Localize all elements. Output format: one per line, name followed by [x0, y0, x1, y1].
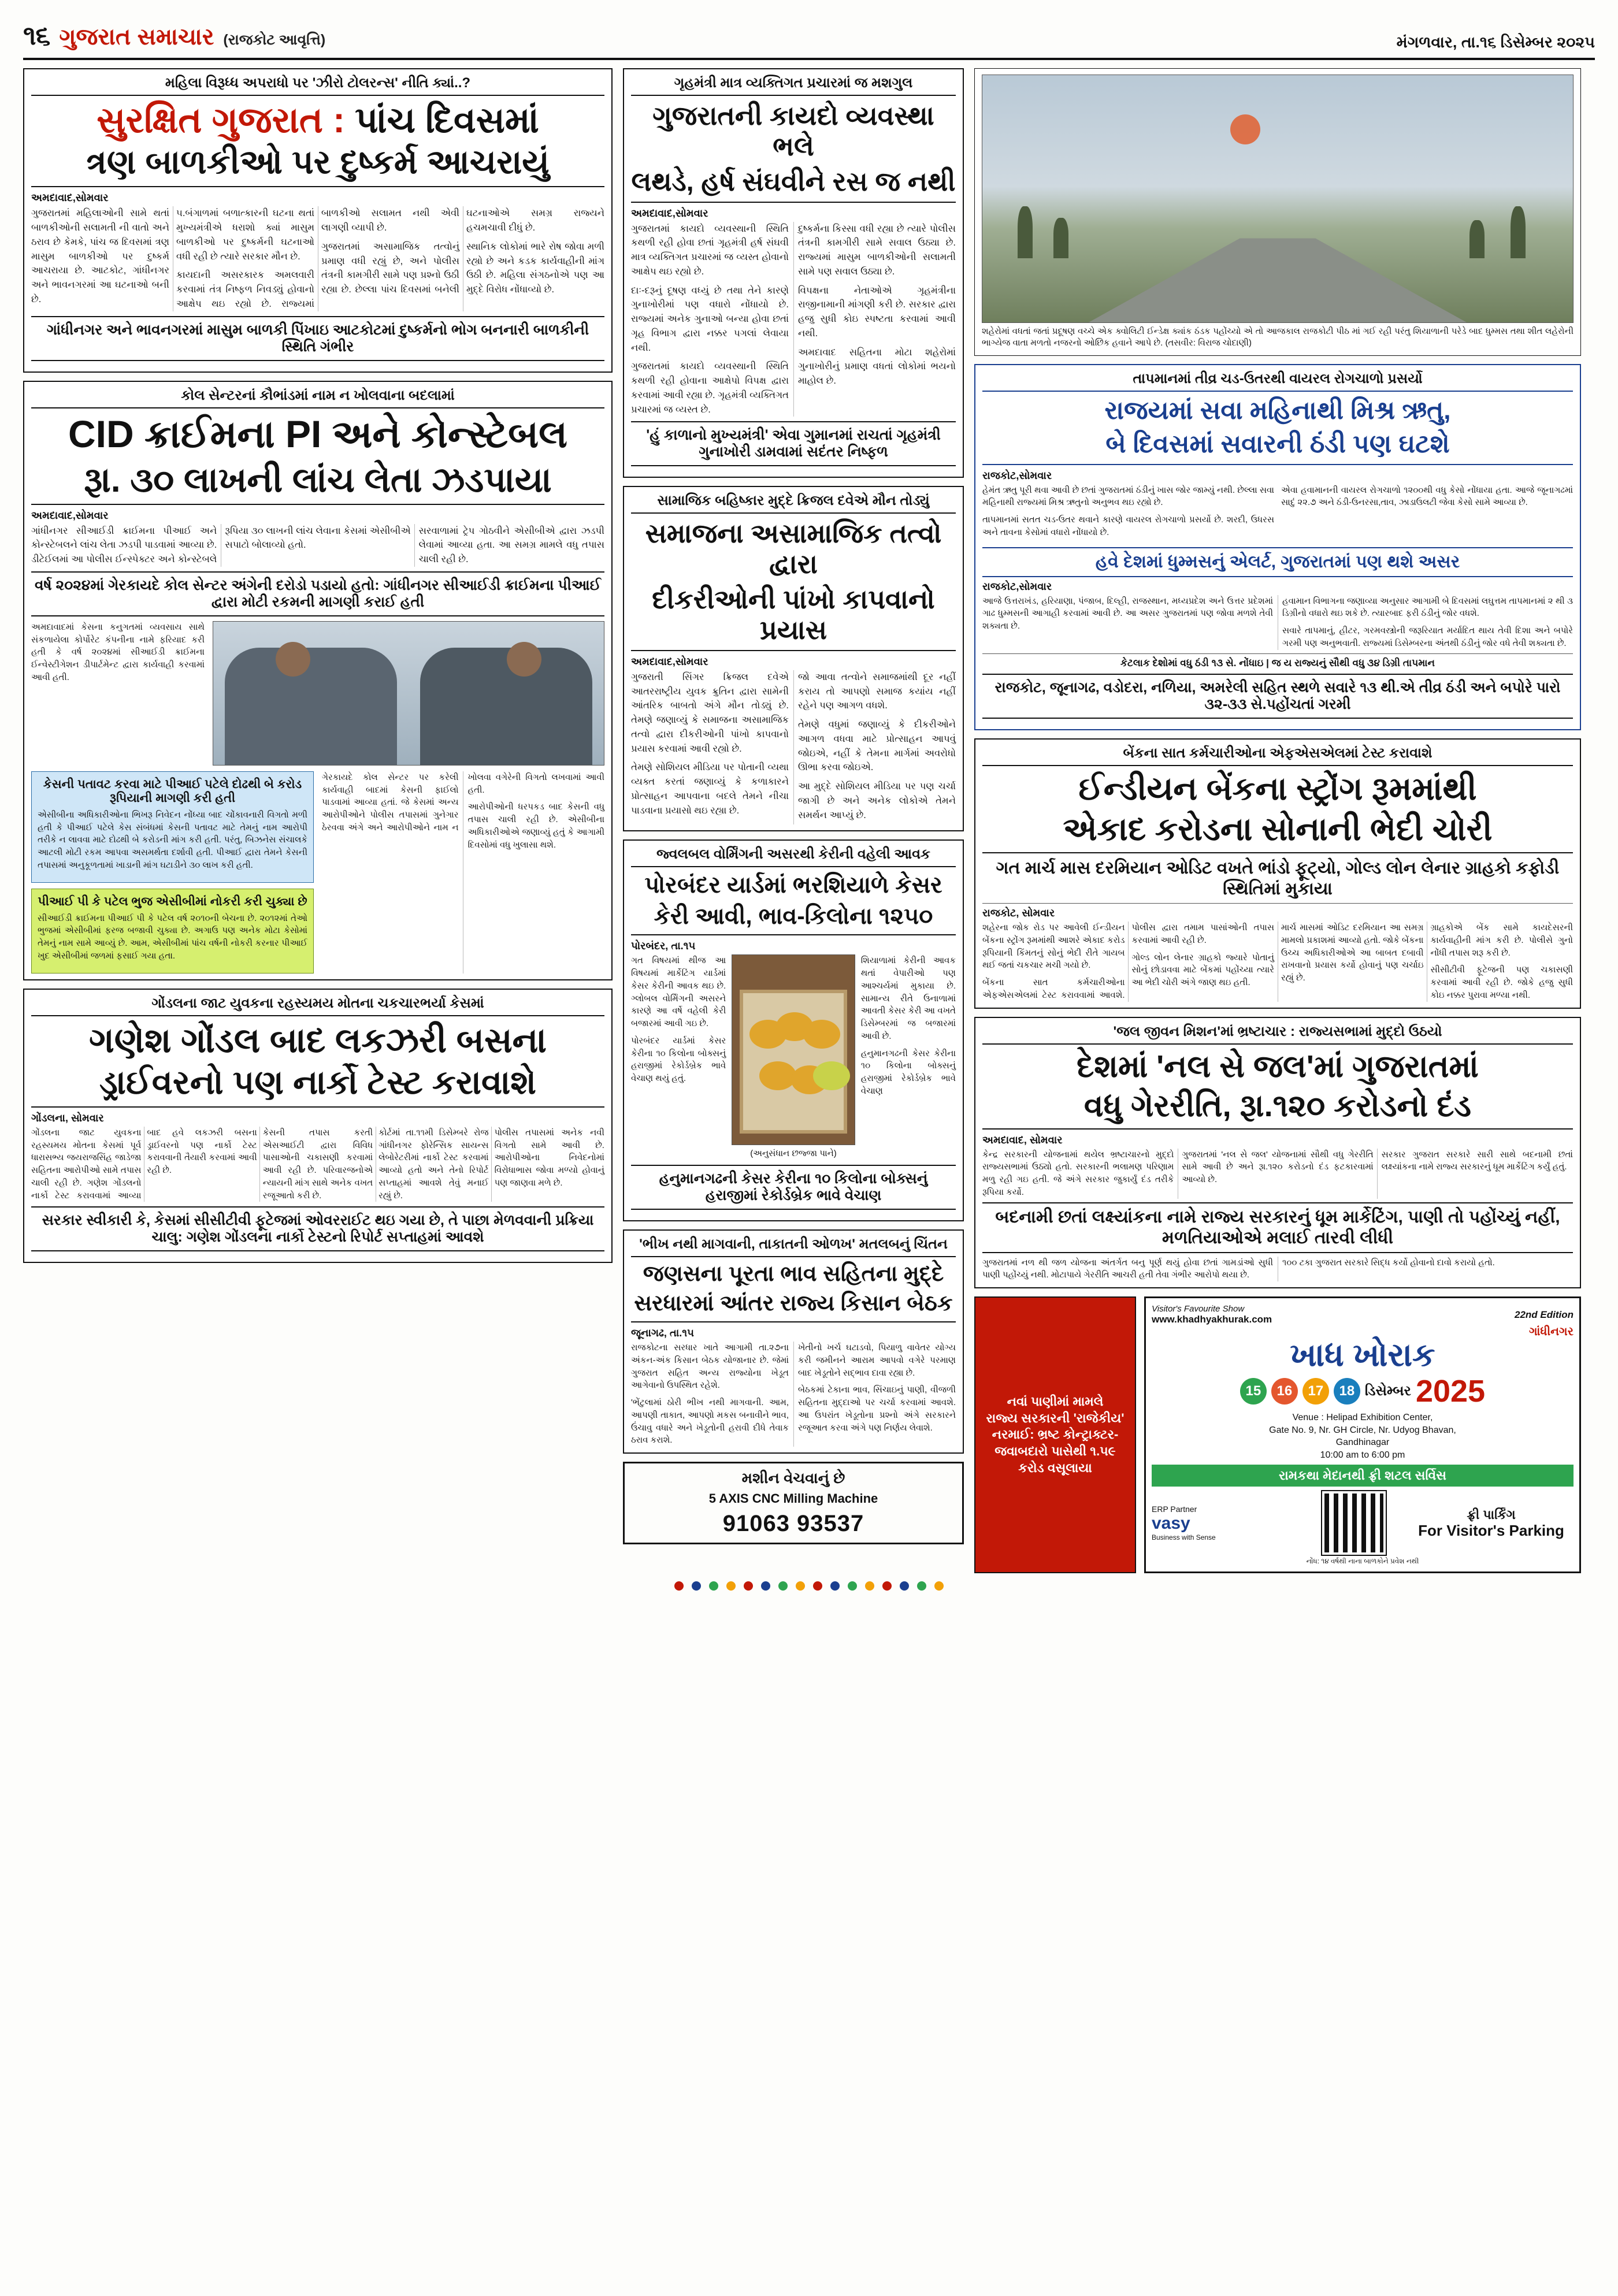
gondal-headline-1: ગણેશ ગોંડલ બાદ લકઝરી બસના	[89, 1020, 547, 1060]
ad-expo-tagline: Visitor's Favourite Show	[1152, 1304, 1245, 1314]
cid-sub-strip: વર્ષ ૨૦૨૪માં ગેરકાયદે કોલ સેન્ટર અંગેની દરોડો પડાયો હતો: ગાંધીનગર સીઆઈડી ક્રાઈમના પીઆઈ દ્વારા મોટી રકમની માગણી કરાઈ હતી	[31, 571, 604, 616]
paragraph: દાઃ-દરૂનું દૂષણ વધ્યું છે તથા તેને કારણે ગુનાખોરીમાં પણ વધારો નોંધાયો છે. રાજ્યમાં અનેક ગુનાઓ બન્યા હોવા છતાં ગૃહ વિભાગ દ્વારા નક્કર પગલાં લેવાયા નથી.	[631, 285, 789, 353]
ad-expo-free-parking-top: ફ્રી પાર્કિંગ	[1467, 1507, 1516, 1522]
social-byline: અમદાવાદ,સોમવાર	[631, 655, 708, 667]
paragraph: ગુજરાતી સિંગર ક્રિજલ દવેએ આતરરાષ્ટ્રીય યુવક ક્રુતિન દ્વારા સામેની આંતરિક બાબતો અંગે મૌન તોડ્યું છે. તેમણે જણાવ્યું કે સમાજના અસામાજિક તત્વો દ્વારા દીકરીઓની પાંખો કાપવાનો પ્રયાસ કરવામાં આવી રહ્યો છે.	[631, 671, 789, 754]
lead-byline: અમદાવાદ,સોમવાર	[31, 192, 109, 204]
paragraph: ગત વિષયમાં થીજ આ વિષયમાં માર્કેટિંગ યાર્ડમાં કેસર કેરીની આવક થઇ છે. ગ્લોબલ વોર્મિંગની અસરને કારણે આ વર્ષે વહેલી કેરી બજારમાં આવી ગઇ છે.	[631, 956, 726, 1029]
cid-lower	[31, 621, 604, 766]
mango-headline-1: પોરબંદર યાર્ડમાં ભરશિયાળે કેસર	[644, 872, 942, 898]
gondal-footer-strip: સરકાર સ્વીકારી કે, કેસમાં સીસીટીવી ફૂટેજમાં ઓવરરાઈટ થઇ ગયા છે, તે પાછા મેળવવાની પ્રક્રિયા ચાલુ: ગણેશ ગોંડલના નાર્કો ટેસ્ટનો રિપોર્ટ સપ્તાહમાં આવશે	[31, 1206, 604, 1251]
sky-photo	[982, 75, 1574, 323]
ad-expo-edition: 22nd Edition	[1515, 1309, 1574, 1320]
ad-expo-city: ગાંધીનગર	[1528, 1325, 1574, 1339]
hm-headline-2: લથડે, હર્ષ સંઘવીને રસ જ નથી	[631, 166, 956, 196]
bank-kicker: બેંકના સાત કર્મચારીઓના એફએસએલમાં ટેસ્ટ કરાવાશે	[982, 745, 1573, 766]
ad-machine-phone[interactable]: 91063 93537	[722, 1511, 864, 1537]
edition-label: (રાજકોટ આવૃત્તિ)	[223, 32, 326, 48]
paragraph: આ મુદ્દે સોશિયલ મીડિયા પર પણ ચર્ચા જાગી છે અને અનેક લોકોએ તેમને સમર્થન આપ્યું છે.	[798, 781, 956, 820]
social-kicker: સામાજિક બહિષ્કાર મુદ્દે ક્રિજલ દવેએ મૌન તોડ્યું	[631, 493, 956, 514]
paragraph: બેંકના સાત કર્મચારીઓના એફએસએલમાં ટેસ્ટ કરાવવામાં આવશે. પોલીસ દ્વારા તમામ પાસાંઓની તપાસ કરવામાં આવી રહી છે.	[982, 923, 1274, 1000]
date-line: મંગળવાર, તા.૧૬ ડિસેમ્બર ૨૦૨૫	[1396, 34, 1595, 51]
jaljeevan-headline-1: દેશમાં 'નલ સે જલ'માં ગુજરાતમાં	[1077, 1049, 1479, 1084]
ad-expo-month: ડિસેમ્બર	[1364, 1383, 1411, 1399]
paragraph: કેસની તપાસ કરતી એસઆઈટી દ્વારા વિવિધ પાસાઓની ચકાસણી કરવામાં આવી રહી છે. પરિવારજનોએ ન્યાયની માંગ સાથે અનેક વખત રજૂઆતો કરી છે.	[262, 1127, 373, 1201]
lead-body	[31, 206, 604, 311]
article-weather	[974, 364, 1581, 730]
hm-headline-1: ગુજરાતની કાયદો વ્યવસ્થા ભલે	[652, 101, 934, 161]
cid-headline-2: રૂા. ૩૦ લાખની લાંચ લેતા ઝડપાયા	[84, 460, 552, 499]
divider	[631, 202, 956, 203]
paragraph: તાપમાનમાં સતત ચડ-ઉતર થવાને કારણે વાયરલ રોગચાળો પ્રસર્યો છે. શરદી, ઉધરસ અને તાવના કેસોમાં વધારો નોંધાયો છે.	[982, 515, 1274, 537]
jaljeevan-body	[982, 1149, 1573, 1199]
gondal-headline-2: ડ્રાઈવરનો પણ નાર્કો ટેસ્ટ કરાવાશે	[99, 1063, 537, 1101]
social-body	[631, 670, 956, 825]
social-headline-1: સમાજના અસામાજિક તત્વો દ્વારા	[645, 518, 942, 579]
paragraph: દુષ્કર્મના કિસ્સા વધી રહ્યા છે ત્યારે પોલીસ તંત્રની કામગીરી સામે સવાલ ઉઠ્યા છે. રાજ્યમાં માસુમ બાળકીઓની સલામતી સામે પણ સવાલ ઉઠ્યા છે.	[798, 223, 956, 277]
paragraph: ૫.બંગાળમાં બળાત્કારની ઘટના થતાં મુખ્યમંત્રીએ ધરાશો ક્યાં માસુમ બાળકીઓ પર દુષ્કર્મની ઘટનાઓ વધી રહી છે ત્યારે સરકાર મૌન છે.	[176, 208, 314, 262]
ad-expo-year: 2025	[1415, 1374, 1486, 1409]
cid-photo	[213, 621, 604, 766]
ad-red-line1: નવાં પાણીમાં મામલે	[1007, 1394, 1104, 1409]
hm-body	[631, 222, 956, 417]
cid-byline: અમદાવાદ,સોમવાર	[31, 509, 109, 521]
lead-kicker: મહિલા વિરૂધ્ધ અપરાધો પર 'ઝીરો ટોલરન્સ' નીતિ ક્યાં..?	[31, 75, 604, 96]
weather-cold-note: કેટલાક દેશોમાં વધુ ઠંડી ૧૩ સે. નોંધાઇ | જ ય રાજ્યનું સૌથી વધુ ૩૪ ડિગ્રી તાપમાન	[1120, 657, 1435, 668]
weather-kicker: તાપમાનમાં તીવ્ર ચડ-ઉતરથી વાયરલ રોગચાળો પ્રસર્યો	[982, 371, 1573, 392]
farmer-headline-2: સરધારમાં આંતર રાજ્ય કિસાન બેઠક	[634, 1291, 953, 1316]
paragraph: સવારે તાપમાનું, હીટર, ગરમવસ્ત્રોની જરૂરિયાત મર્યાદિત થાય તેવી દિશા અને બપોરે ગરમી પણ અનુભવાતી. રાજ્યમાં ડિસેમ્બરના અંતથી ઠંડીનું જોર વધે તેવી શક્યતા છે.	[1282, 626, 1573, 648]
column-right	[974, 68, 1581, 1573]
ad-expo-venue3: Gandhinagar	[1335, 1437, 1390, 1448]
divider	[982, 653, 1573, 654]
lead-headline-red: સુરક્ષિત ગુજરાત :	[97, 101, 345, 140]
jaljeevan-byline: અમદાવાદ, સોમવાર	[982, 1134, 1063, 1146]
column-middle	[623, 68, 964, 1573]
paragraph: પોરબંદર યાર્ડમાં કેસર કેરીના ૧૦ કિલોના બોક્સનું હરાજીમાં રેકોર્ડબ્રેક ભાવે વેચાણ થયું હતું.	[631, 1035, 726, 1084]
article-bank	[974, 738, 1581, 1009]
ad-expo-parking	[1409, 1507, 1574, 1539]
paragraph: ગ્રાહકોએ બેંક સામે કાયદેસરની કાર્યવાહીની માંગ કરી છે. પોલીસે ગુનો નોંધી તપાસ શરૂ કરી છે.	[1430, 923, 1573, 958]
weather-alert-body	[982, 595, 1573, 650]
paragraph: એસીબીના અધિકારીઓના ભિખરૂ નિવેદન નોંધ્યા બાદ ચોંકાવનારી વિગતો મળી હતી કે પીઆઈ પટેલે કેસ સંબંધમાં કેસની પતાવટ માટે તેમનું નામ આરોપી તરીકે ન લાવવા માટે દોઢથી બે કરોડની માંગ કરી હતી. પરંતુ, બિઝનેસ સંચાલકે આટલી મોટી રકમ આપવા અસમર્થતા દર્શાવી હતી. પીઆઈ દ્વારા તેમને કેસની તપાસમાં અનુકૂળતામાં ખાડાની માંગ ઘટાડીને ૩૦ લાખ કરી હતી.	[38, 809, 307, 870]
ad-expo-title: ખાધ ખોરાક	[1290, 1336, 1435, 1373]
ad-expo-time: 10:00 am to 6:00 pm	[1320, 1450, 1405, 1460]
ad-expo-erp	[1152, 1504, 1316, 1541]
paragraph: ગુજરાતમાં નળ થી જળ યોજના અંતર્ગત બનુ પૂર્ણ થયું હોવા છતાં ગામડાંઓ સુધી પાણી પહોંચ્યું નથી. મોટાપાયે ગેરરીતિ આચરી હતી તેવા ગંભીર આરોપો થયા છે.	[982, 1257, 1273, 1280]
paragraph: શિયાળામાં કેરીની આવક થતાં વેપારીઓ પણ આશ્ચર્યમાં મુકાયા છે. સામાન્ય રીતે ઉનાળામાં આવતી કેસર કેરી આ વખતે ડિસેમ્બરમાં જ બજારમાં આવી છે.	[860, 956, 956, 1041]
jaljeevan-sub-head: બદનામી છતાં લક્ષ્યાંકના નામે રાજ્ય સરકારનું ધૂમ માર્કેટિંગ, પાણી તો પહોંચ્યું નહીં, મળતિયાઓએ મલાઈ તારવી લીધી	[982, 1202, 1573, 1253]
paragraph: આજે ઉત્તરાખંડ, હરિયાણા, પંજાબ, દિલ્હી, રાજસ્થાન, મધ્યપ્રદેશ અને ઉત્તર પ્રદેશમાં ગાઢ ધુમ્મસની આગાહી કરવામાં આવી છે. આ અસર ગુજરાતમાં પણ જોવા મળશે તેવી શક્યતા છે.	[982, 596, 1273, 631]
sky-photo-caption: શહેરોમાં વધતાં જતાં પ્રદૂષણ વચ્ચે એક ક્વોલિટી ઈન્ડેક્ષ ક્યાંક ઠંડક પહોંચ્યો એ તો આજકાલ રાજકોટી પીઠ માં ગઈ રહી પરંતુ શિયાળાની પરેડે બાદ ધુમ્મસ તથા શીત લહેરોની ભાગ્યેજ વાતા મળતો નજરનો ઓછિક હવાને આપે છે. (તસવીર: વિરાજ ચોદાણી)	[982, 326, 1574, 348]
paragraph: હવામાન વિભાગના જણાવ્યા અનુસાર આગામી બે દિવસમાં લઘુત્તમ તાપમાનમાં ૨ થી ૩ ડિગ્રીનો વધારો થઇ શકે છે. ત્યારબાદ ફરી ઠંડીનું જોર વધશે.	[1282, 596, 1573, 619]
gondal-kicker: ગોંડલના જાટ યુવકના રહસ્યમય મોતના ચકચારભર્યા કેસમાં	[31, 995, 604, 1016]
ad-expo-venue: Venue : Helipad Exhibition Center,	[1292, 1413, 1433, 1423]
paper-name: ગુજરાત સમાચાર	[59, 24, 214, 50]
paragraph: ગેરકાયદે કોલ સેન્ટર પર કરેલી કાર્યવાહી બાદમાં કેસની ફાઈલો પાડવામાં આવ્યા હતાં. જે કેસમાં અન્ય આરોપીઓને પોલીસ તપાસમાં ગુનેગાર ઠેરવવા અંગે અને આરોપીઓને નામ ન ખોલવા વગેરેની વિગતો લખવામાં આવી હતી.	[322, 772, 604, 833]
mango-layout	[631, 954, 956, 1160]
mango-footer-strip: હનુમાનગઢની કેસર કેરીના ૧૦ કિલોના બોક્સનું હરાજીમાં રેકોર્ડબ્રેક ભાવે વેચાણ	[631, 1165, 956, 1210]
photo-block-sky	[974, 68, 1581, 356]
mango-byline: પોરબંદર, તા.૧૫	[631, 940, 696, 952]
hm-quote-strip: 'હું કાળાનો મુખ્યમંત્રી' એવા ગુમાનમાં રાચતાં ગૃહમંત્રી ગુનાખોરી ડામવામાં સદંતર નિષ્ફળ	[631, 421, 956, 466]
lead-summary-strip: ગાંધીનગર અને ભાવનગરમાં માસુમ બાળકી પિંખાઇ આટકોટમાં દુષ્કર્મનો ભોગ બનનારી બાળકીની સ્થિતિ ગંભીર	[31, 316, 604, 361]
column-left	[23, 68, 613, 1573]
lead-headline-black: પાંચ દિવસમાં	[355, 101, 539, 140]
ad-expo-topbar	[1152, 1304, 1574, 1325]
paragraph: કોર્ટમાં તા.૧૧મી ડિસેમ્બરે રોજ ગાંધીનગર ફોરેન્સિક સાયન્સ લેબોરેટરીમાં નાર્કો ટેસ્ટ કરવામાં આવ્યો હતો અને તેનો રિપોર્ટ સપ્તાહમાં આવશે તેવું મનાઈ રહ્યું છે.	[378, 1127, 489, 1201]
cid-body	[31, 524, 604, 567]
paragraph: ગોલ્ડ લોન લેનાર ગ્રાહકો જ્યારે પોતાનું સોનું છોડાવવા માટે બેંકમાં પહોંચ્યા ત્યારે આ ભેદી ચોરી અંગે જાણ થઇ હતી.	[1131, 952, 1274, 988]
cid-kicker: કોલ સેન્ટરનાં કૌભાંડમાં નામ ન ખોલવાના બદલામાં	[31, 388, 604, 408]
mango-photo-wrap	[732, 954, 855, 1160]
paragraph: ગુજરાતમાં મહિલાઓની સામે થતાં બાળકીઓની સલામતી ની વાતો અને ઠરાવ છે કેમકે, પાંચ જ દિવસમાં ત્રણ માસુમ બાળકીઓ પર દુષ્કર્મ આચરાયા છે. આટકોટ, ગાંધીનગર અને ભાવનગરમાં આ ઘટનાઓ બની છે.	[31, 208, 169, 304]
paragraph: કેન્દ્ર સરકારની યોજનામાં થયેલ ભ્રષ્ટાચારનો મુદ્દો રાજ્યસભામાં ઉઠ્યો હતો. સરકારની ભલામણ પરિણામ મળુ રહી ગઇ હતી. જે અંગે સરકાર જુકાર્યું દંડ તરીકે રૂપિયા કર્યો.	[982, 1149, 1174, 1197]
cid-left-col	[31, 621, 205, 766]
farmer-byline: જૂનાગઢ, તા.૧૫	[631, 1327, 694, 1339]
bank-byline: રાજકોટ, સોમવાર	[982, 907, 1055, 919]
paragraph: શહેરના જોક રોડ પર આવેલી ઈન્ડીયન બેંકના સ્ટ્રોંગ રૂમમાંથી આશરે એકાદ કરોડ રૂપિયાની કિંમતનું સોનું ભેદી રીતે ગાયબ થઈ જતાં ચકચાર મચી ગયો છે.	[982, 923, 1125, 971]
ad-machine[interactable]	[623, 1462, 964, 1544]
mango-photo	[732, 954, 855, 1145]
divider	[631, 650, 956, 651]
weather-left	[982, 484, 1274, 544]
cid-tint-boxes	[31, 771, 314, 974]
ad-machine-product: 5 AXIS CNC Milling Machine	[708, 1491, 878, 1506]
divider	[982, 903, 1573, 904]
paragraph: પોલીસ તપાસમાં અનેક નવી વિગતો સામે આવી છે. આરોપીઓના નિવેદનોમાં વિરોધાભાસ જોવા મળ્યો હોવાનું પણ જાણવા મળે છે.	[494, 1127, 604, 1188]
ad-expo-free-parking: For Visitor's Parking	[1418, 1522, 1564, 1540]
cid-photo-wrap	[213, 621, 604, 766]
jaljeevan-headline-2: વધુ ગેરરીતિ, રૂા.૧૨૦ કરોડનો દંડ	[1083, 1088, 1472, 1124]
day-chip: 15	[1240, 1378, 1267, 1405]
paragraph: ગુજરાતમાં અસામાજિક તત્વોનું પ્રમાણ વધી રહ્યું છે, અને પોલીસ તંત્રની કામગીરી સામે પણ પ્રશ્નો ઉઠી રહ્યા છે. છેલ્લા પાંચ દિવસમાં બનેલી ઘટનાઓએ સમગ્ર રાજ્યને હચમચાવી દીધું છે.	[321, 208, 604, 295]
paragraph: માર્ચ માસમાં ઓડિટ દરમિયાન આ સમગ્ર મામલો પ્રકાશમાં આવ્યો હતો. જોકે બેંકના ઉચ્ચ અધિકારીઓએ આ બાબત દબાવી રાખવાનો પ્રયાસ કર્યો હોવાનું પણ ચર્ચાઇ રહ્યું છે.	[1281, 923, 1424, 983]
article-gondal	[23, 989, 613, 1264]
cid-boxes	[31, 771, 604, 974]
paragraph: ગુજરાતમાં કાયદો વ્યવસ્થાની સ્થિતિ કથળી રહી હોવા છતાં ગૃહમંત્રી હર્ષ સંઘવી માત્ર વ્યક્તિગત પ્રચારમાં જ વ્યસ્ત હોવાનો આક્ષેપ થઇ રહ્યો છે.	[631, 223, 789, 277]
paragraph: સીસીટીવી ફૂટેજની પણ ચકાસણી કરવામાં આવી રહી છે. જોકે હજુ સુધી કોઇ નક્કર પુરાવા મળ્યા નથી.	[1430, 965, 1573, 1000]
divider	[982, 852, 1573, 853]
social-headline-2: દીકરીઓની પાંખો કાપવાનો પ્રયાસ	[652, 584, 935, 645]
bank-sub-head: ગત માર્ચ માસ દરમિયાન ઓડિટ વખતે ભાંડો ફૂટ્યો, ગોલ્ડ લોન લેનાર ગ્રાહકો કફોડી સ્થિતિમાં મુકાયા	[996, 859, 1560, 899]
farmer-headline-1: જણસના પૂરતા ભાવ સહિતના મુદ્દે	[643, 1261, 944, 1286]
ad-expo-green-line: રામકથા મેદાનથી ફ્રી શટલ સર્વિસ	[1152, 1465, 1574, 1487]
divider	[31, 1106, 604, 1108]
article-mango	[623, 839, 964, 1221]
divider	[631, 934, 956, 935]
paragraph: સ્થાનિક લોકોમાં ભારે રોષ જોવા મળી રહ્યો છે અને કડક કાર્યવાહીની માંગ ઉઠી છે. મહિલા સંગઠનોએ પણ આ મુદ્દે વિરોધ નોંધાવ્યો છે.	[466, 241, 604, 295]
jaljeevan-sub-body	[982, 1257, 1573, 1282]
weather-byline: રાજકોટ,સોમવાર	[982, 469, 1052, 481]
article-social	[623, 486, 964, 831]
cid-blue-box-head: કેસની પતાવટ કરવા માટે પીઆઈ પટેલે દોઢથી બે કરોડ રૂપિયાની માગણી કરી હતી	[43, 777, 302, 805]
paragraph: 'ભેંટુલામાં ઠોરી ભીખ નથી માગવાની. આમ, આપણી તાકાત, આપણો મકસ બનાવીને ભાવ, ઉંચાવુ વધારે અને ખેડૂતોની હરાવી દીધે તેવાક ઠરાવ કરાશે.	[631, 1398, 789, 1446]
masthead	[23, 20, 1595, 60]
footer-dot-rule	[23, 1581, 1595, 1591]
ad-red-line2: રાજ્ય સરકારની 'રાજેકીય'	[986, 1410, 1125, 1425]
day-chip: 16	[1271, 1378, 1298, 1405]
ad-machine-title: મશીન વેચવાનું છે	[741, 1469, 845, 1487]
farmer-body	[631, 1342, 956, 1447]
paragraph: કાયદાની અસરકારક અમલવારી કરવામાં તંત્ર નિષ્ફળ નિવડ્યું હોવાનો આક્ષેપ થઇ રહ્યો છે. રાજ્યમાં બાળકીઓ સલામત નથી એવી લાગણી વ્યાપી છે.	[176, 208, 459, 309]
cid-bottom-body	[322, 771, 604, 974]
weather-alert-byline: રાજકોટ,સોમવાર	[982, 580, 1052, 592]
divider	[982, 1128, 1573, 1130]
paragraph: ગોંડલના જાટ યુવકના રહસ્યમય મોતના કેસમાં પૂર્વ ધારાસભ્ય જયરાજસિંહ જાડેજા સહિતના આરોપીઓ સામે તપાસ ચાલી રહી છે. ગણેશ ગોંડલનો નાર્કો ટેસ્ટ કરાવવામાં આવ્યા બાદ હવે લકઝરી બસના ડ્રાઈવરનો પણ નાર્કો ટેસ્ટ કરાવવાની તૈયારી કરવામાં આવી રહી છે.	[31, 1127, 257, 1201]
qr-code-icon[interactable]	[1322, 1491, 1403, 1555]
ad-red-line5: કરોડ વસૂલાયા	[1018, 1460, 1092, 1475]
paragraph: અમદાવાદ સહિતના મોટા શહેરોમાં ગુનાખોરીનું પ્રમાણ વધતાં લોકોમાં ભયનો માહોલ છે.	[798, 347, 956, 387]
day-chip: 18	[1334, 1378, 1360, 1405]
divider	[982, 464, 1573, 465]
hm-kicker: ગૃહમંત્રી માત્ર વ્યક્તિગત પ્રચારમાં જ મશગુલ	[631, 75, 956, 96]
paragraph: આરોપીઓની ધરપકડ બાદ કેસની વધુ તપાસ ચાલી રહી છે. એસીબીના અધિકારીઓએ જણાવ્યું હતું કે આગામી દિવસોમાં વધુ ખુલાસા થશે.	[467, 802, 604, 850]
paragraph: હેમંત ઋતુ પૂરી થવા આવી છે છતાં ગુજરાતમાં ઠંડીનું ખાસ જોર જામ્યું નથી. છેલ્લા સવા મહિનાથી રાજ્યમાં મિશ્ર ઋતુનો અનુભવ થઇ રહ્યો છે.	[982, 485, 1274, 508]
day-chip: 17	[1302, 1378, 1329, 1405]
mango-left	[631, 954, 726, 1160]
ad-expo-venue2: Gate No. 9, Nr. GH Circle, Nr. Udyog Bhavan,	[1269, 1425, 1456, 1435]
mango-headline-2: કેરી આવી, ભાવ-કિલોના ૧૨૫૦	[654, 904, 933, 930]
article-lead	[23, 68, 613, 373]
divider	[631, 1321, 956, 1322]
bank-body	[982, 922, 1573, 1002]
weather-alert-head: હવે દેશમાં ધુમ્મસનું એલર્ટ, ગુજરાતમાં પણ થશે અસર	[982, 547, 1573, 577]
paragraph: તેમણે વધુમાં જણાવ્યું કે દીકરીઓને આગળ વધવા માટે પ્રોત્સાહન આપવું જોઇએ, નહીં કે તેમના માર્ગમાં અવરોધો ઊભા કરવા જોઇએ.	[798, 719, 956, 773]
paragraph: બેઠકમાં ટેકાના ભાવ, સિંચાઇનું પાણી, વીજળી સહિતના મુદ્દાઓ પર ચર્ચા કરવામાં આવશે. આ ઉપરાંત ખેડૂતોના પ્રશ્નો અંગે સરકારને રજૂઆત કરવા અંગે પણ નિર્ણય લેવાશે.	[798, 1385, 956, 1433]
sun-icon	[1230, 114, 1260, 144]
paragraph: જો આવા તત્વોને સમાજમાંથી દૂર નહીં કરાય તો આપણો સમાજ કયાંય નહીં રહેને પણ આગળ વધશે.	[798, 671, 956, 711]
paragraph: અમદાવાદમાં કેસના કનુગતમાં વ્યવસાય સાથે સંકળાયેલા કોર્પોરેટ કંપનીના નામે ફરિયાદ કરી હતી કે વર્ષ ૨૦૨૪માં સીઆઈડી ક્રાઈમના ઈન્વેસ્ટીગેશન ડીપાર્ટમેન્ટ દ્વારા કાર્યવાહી કરવામાં આવી હતી.	[31, 622, 205, 682]
hm-byline: અમદાવાદ,સોમવાર	[631, 207, 708, 219]
paragraph: ગુજરાતમાં કાયદો વ્યવસ્થાની સ્થિતિ કથળી રહી હોવાના આક્ષેપો વિપક્ષ દ્વારા કરવામાં આવી રહ્યા છે. ગૃહમંત્રી વ્યક્તિગત પ્રચારમાં જ વ્યસ્ત છે.	[631, 361, 789, 415]
paragraph: હનુમાનગઢની કેસર કેરીના ૧૦ કિલોના બોક્સનું હરાજીમાં રેકોર્ડબ્રેક ભાવે વેચાણ	[860, 1048, 956, 1096]
paragraph: એવા હવામાનની વાયરલ રોગચાળો ૧૨૦૦થી વધુ કેસો નોંધાયા હતા. આજે જૂનાગઢમાં સાદું ૨૨.૭ અને ઠંડી-ઉનરસા,તાવ, ઝાડાઉલટી જેવા કેસો સામે આવ્યા છે.	[1281, 485, 1573, 508]
article-home-minister	[623, 68, 964, 478]
ad-expo-erp-label: ERP Partner	[1152, 1504, 1197, 1514]
divider	[31, 186, 604, 187]
weather-bottom-strip: રાજકોટ, જૂનાગઢ, વડોદરા, નળિયા, અમરેલી સહિત સ્થળે સવારે ૧૩ થી.એ તીવ્ર ઠંડી અને બપોરે પારો ૩૨-૩૩ સે.પહોંચતાં ગરમી	[982, 674, 1573, 719]
cid-green-box	[31, 889, 314, 974]
jaljeevan-kicker: 'જલ જીવન મિશન'માં ભ્રષ્ટાચાર : રાજ્યસભામાં મુદ્દો ઉઠયો	[982, 1024, 1573, 1045]
article-jaljeevan	[974, 1017, 1581, 1288]
mango-right	[861, 954, 956, 1160]
weather-headline-1: રાજયમાં સવા મહિનાથી મિશ્ર ઋતુ,	[1104, 396, 1451, 425]
ad-expo-note: નોંધ: ૧૪ વર્ષથી નાના બાળકોને પ્રવેશ નથી	[1306, 1557, 1419, 1566]
paragraph: સીઆઈડી ક્રાઈમના પીઆઈ પી કે પટેલ વર્ષ ૨૦૧૦ની બેચના છે. ૨૦૧૨માં તેઓ ભુજમાં એસીબીમાં ફરજ બજાવી ચુક્યા છે. અગાઉ પણ અનેક મોટા કેસોમાં તેમનું નામ સામે આવ્યું છે. આમ, એસીબીમાં પાંચ વર્ષની નોકરી કરનાર પીઆઈ ખુદ એસીબીમાં જળમાં ફસાઈ ગયા હતા.	[38, 913, 307, 961]
weather-body	[982, 484, 1573, 544]
paragraph: રાજકોટના સરધાર ખાતે આગામી તા.૨૭ના અંકન-અંક કિસાન બેઠક યોજાનાર છે. જેમાં ગુજરાત સહિત અન્ય રાજ્યોના ખેડૂત આગેવાનો ઉપસ્થિત રહેશે.	[631, 1343, 789, 1391]
paragraph: સરકાર ગુજરાત સરકારે સારી સાથે બદનામી છતાં લક્ષ્યાંકના નામે રાજ્ય સરકારનું ધૂમ માર્કેટિંગ કર્યું હતું.	[1381, 1149, 1573, 1172]
paragraph: ૧૦૦ ટકા ગુજરાત સરકારે સિદ્ધ કર્યો હોવાનો દાવો કરાયો હતો.	[1282, 1257, 1495, 1268]
ad-expo-erp-tag: Business with Sense	[1152, 1533, 1216, 1542]
ad-expo-website[interactable]: www.khadhyakhurak.com	[1152, 1314, 1272, 1325]
ad-red-line3: નરમાઈ: ભ્રષ્ટ કોન્ટ્રાક્ટર-	[992, 1427, 1119, 1442]
ad-red-note[interactable]	[974, 1296, 1136, 1573]
paragraph: તેમણે સોશિયલ મીડિયા પર પોતાની વ્યથા વ્યક્ત કરતાં જણાવ્યું કે કળાકારને પ્રોત્સાહન આપવાના બદલે તેમને નીચા પાડવાના પ્રયાસો થઇ રહ્યા છે.	[631, 762, 789, 816]
cid-blue-box	[31, 771, 314, 883]
divider	[31, 504, 604, 505]
ad-expo-tagline-wrap	[1152, 1304, 1272, 1325]
weather-right	[1281, 484, 1573, 544]
cid-headline-1: CID ક્રાઈમના PI અને કોન્સ્ટેબલ	[68, 412, 567, 455]
bank-headline-1: ઈન્ડીયન બેંકના સ્ટ્રોંગ રૂમમાંથી	[1078, 770, 1477, 807]
gondal-byline: ગોંડલના, સોમવાર	[31, 1112, 104, 1124]
ad-expo-bottom	[1152, 1491, 1574, 1555]
weather-headline-2: બે દિવસમાં સવારની ઠંડી પણ ઘટશે	[1105, 430, 1450, 459]
paragraph: ગુજરાતમાં 'નલ સે જલ' યોજનામાં સૌથી વધુ ગેરરીતિ સામે આવી છે અને રૂા.૧૨૦ કરોડનો દંડ ફટકારવામાં આવ્યો છે.	[1182, 1149, 1374, 1185]
mango-kicker: જ્વલબલ વોર્મિંગની અસરથી કેરીની વહેલી આવક	[631, 846, 956, 867]
bank-headline-2: એકાદ કરોડના સોનાની ભેદી ચોરી	[1063, 811, 1493, 848]
farmer-kicker: 'ભીખ નથી માગવાની, તાકાતની ઓળખ' મતલબનું ચિંતન	[631, 1236, 956, 1257]
article-farmer	[623, 1229, 964, 1454]
page-number: ૧૬	[23, 20, 50, 50]
ad-expo[interactable]	[1144, 1296, 1581, 1573]
gondal-body	[31, 1127, 604, 1202]
article-cid	[23, 381, 613, 980]
ad-row	[974, 1296, 1581, 1573]
masthead-left	[23, 20, 325, 52]
cid-green-box-head: પીઆઈ પી કે પટેલ ભુજ એસીબીમાં નોકરી કરી ચુક્યા છે	[38, 894, 307, 908]
lead-headline-line2: ત્રણ બાળકીઓ પર દુષ્કર્મ આચરાયું	[86, 143, 550, 181]
ad-expo-days	[1152, 1376, 1574, 1407]
paragraph: ગાંધીનગર સીઆઈડી ક્રાઈમના પીઆઈ અને કોન્સ્ટેબલને લાંચ લેતા ઝડપી પાડવામાં આવ્યા છે. ડીટેઈલમાં આ પોલીસ ઈન્સ્પેક્ટર અને કોન્સ્ટેબલે રૂપિયા ૩૦ લાખની લાંચ લેવાના કેસમાં એસીબીએ સપાટો બોલાવ્યો હતો.	[31, 525, 411, 565]
ad-red-line4: જવાબદારો પાસેથી ૧.૫૯	[994, 1444, 1116, 1459]
page-grid	[23, 68, 1595, 1573]
lead-headline	[31, 101, 604, 140]
paragraph: સરવાળામાં ટ્રેપ ગોઠવીને એસીબીએ દ્વારા ઝડપી લેવામાં આવ્યા હતા. આ સમગ્ર મામલે વધુ તપાસ ચાલી રહી છે.	[418, 525, 604, 565]
mango-photo-caption: (અનુસંધાન છજ્જા પાને)	[750, 1149, 837, 1159]
paragraph: વિપક્ષના નેતાઓએ ગૃહમંત્રીના રાજીનામાની માંગણી કરી છે. સરકાર દ્વારા હજુ સુધી કોઇ સ્પષ્ટતા કરવામાં આવી નથી.	[798, 285, 956, 339]
ad-expo-erp-name: vasy	[1152, 1514, 1190, 1533]
paragraph: ખેતીનો ખર્ચ ઘટાડવો, પિયાળુ વાવેતર યોગ્ય કરી જમીનને આરામ આપવો વગેરે પરમાણ બાદ ખેડૂતોને સદ્ભાવ દાવા રહ્યા છે.	[798, 1343, 956, 1378]
